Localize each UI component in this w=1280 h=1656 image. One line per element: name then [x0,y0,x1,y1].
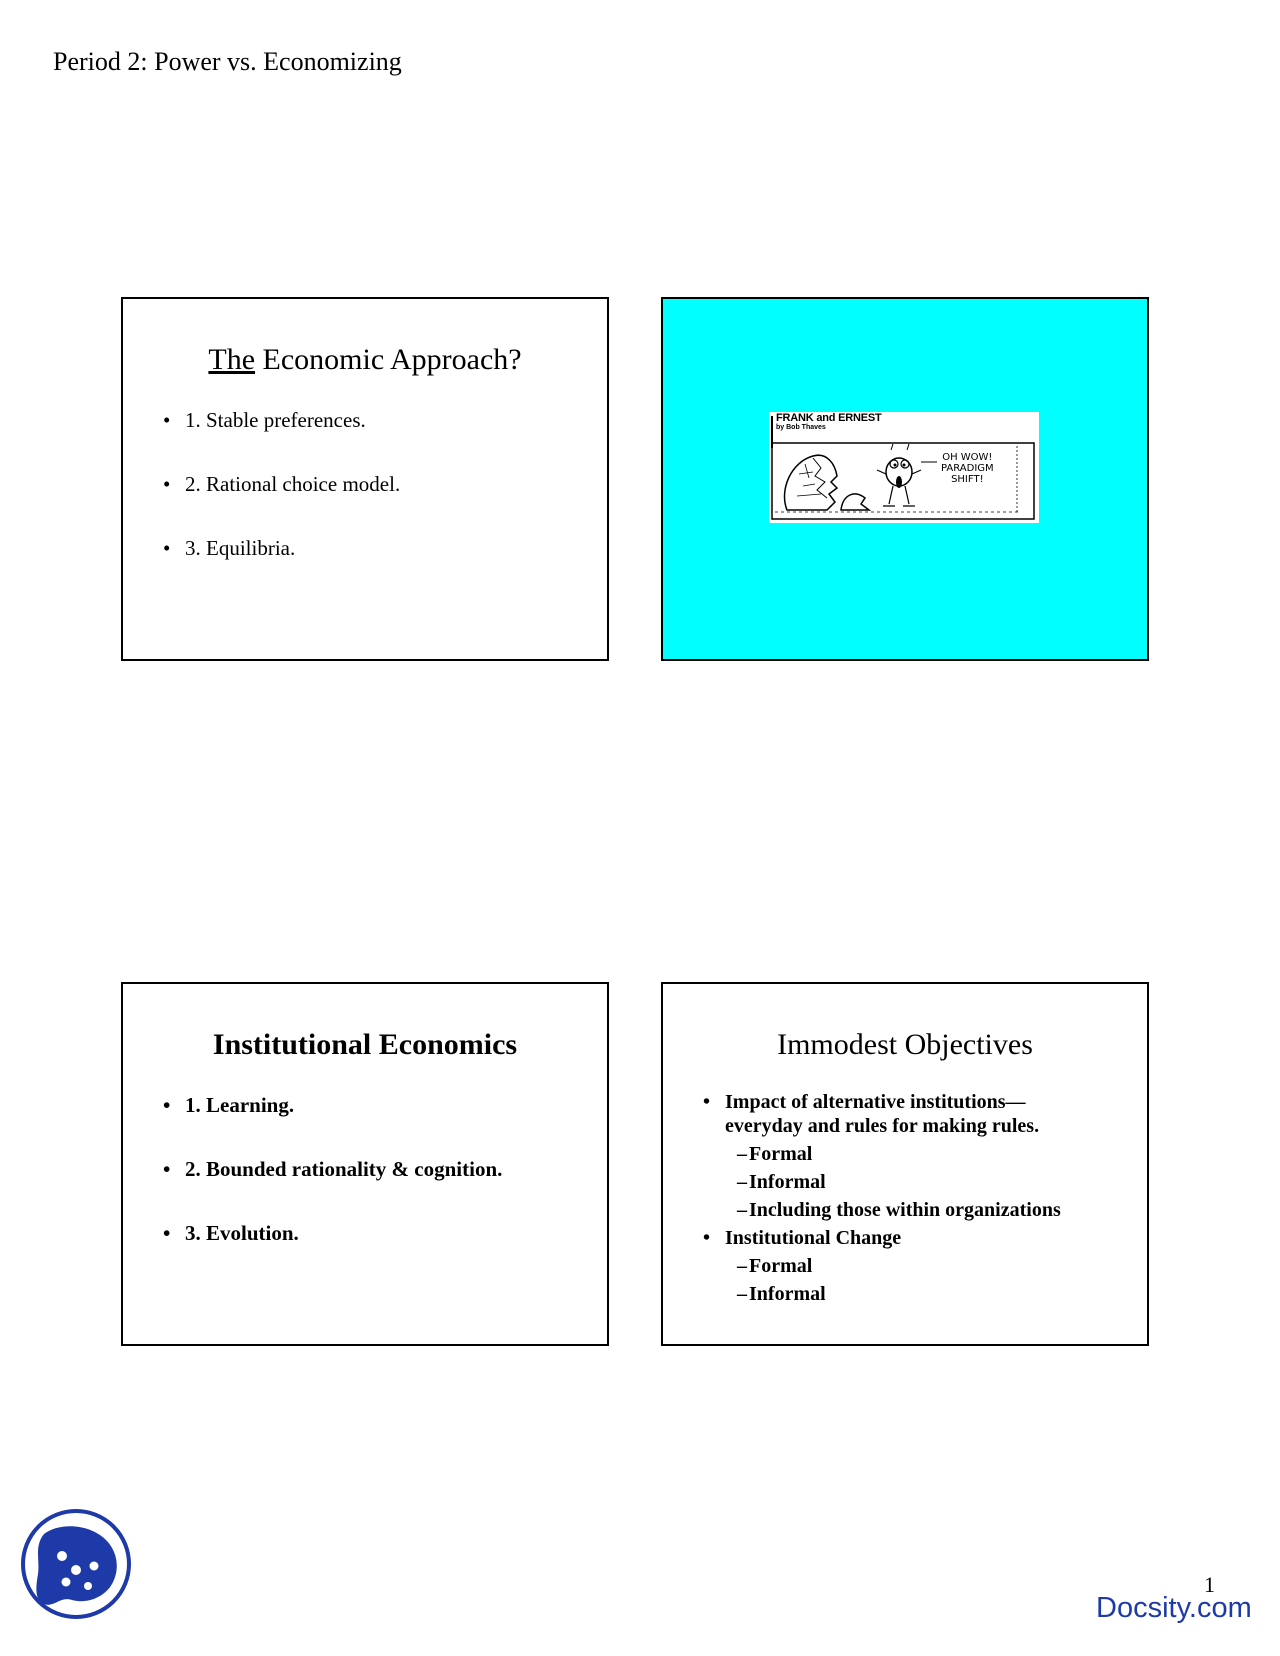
page-header: Period 2: Power vs. Economizing [53,47,402,76]
slide-institutional-economics [121,982,609,1346]
docsity-brand-link[interactable]: Docsity.com [1096,1592,1252,1624]
title-rest: Economic Approach? [255,343,522,376]
slide-title: Institutional Economics [212,1028,518,1061]
slide-immodest-objectives [661,982,1149,1346]
comic-byline: by Bob Thaves [776,424,826,431]
slide-economic-approach [121,297,609,661]
bullet-item: • 2. Bounded rationality & cognition. [163,1156,502,1182]
title-emphasis: The [208,343,256,376]
comic-caption [941,452,994,485]
sub-bullet-item: – Formal [703,1254,1061,1278]
bullet-line: Impact of alternative institutions— [725,1091,1026,1113]
bullet-list [163,407,400,599]
bullet-list [703,1090,1061,1310]
bullet-item: • 3. Equilibria. [163,535,400,561]
bullet-item [703,1090,1061,1138]
bullet-item: • Institutional Change [703,1226,1061,1250]
comic-strip [769,412,1039,523]
sub-bullet-item: – Including those within organizations [703,1198,1061,1222]
bullet-item: • 2. Rational choice model. [163,471,400,497]
caption-line: SHIFT! [951,474,984,485]
slide-title: Immodest Objectives [777,1028,1033,1061]
comic-title: FRANK and ERNEST [776,412,882,424]
sub-bullet-item: – Formal [703,1142,1061,1166]
bullet-item: • 3. Evolution. [163,1220,502,1246]
bullet-line: everyday and rules for making rules. [725,1115,1040,1137]
bullet-list [163,1092,502,1284]
sub-bullet-item: – Informal [703,1170,1061,1194]
slide-comic [661,297,1149,661]
bullet-item: • 1. Stable preferences. [163,407,400,433]
page-number: 1 [1204,1572,1215,1597]
caption-line: PARADIGM [941,463,994,474]
caption-line: OH WOW! [942,452,993,463]
slide-title [123,343,607,377]
bullet-item: • 1. Learning. [163,1092,502,1118]
sub-bullet-item: – Informal [703,1282,1061,1306]
docsity-logo-icon [20,1508,132,1620]
